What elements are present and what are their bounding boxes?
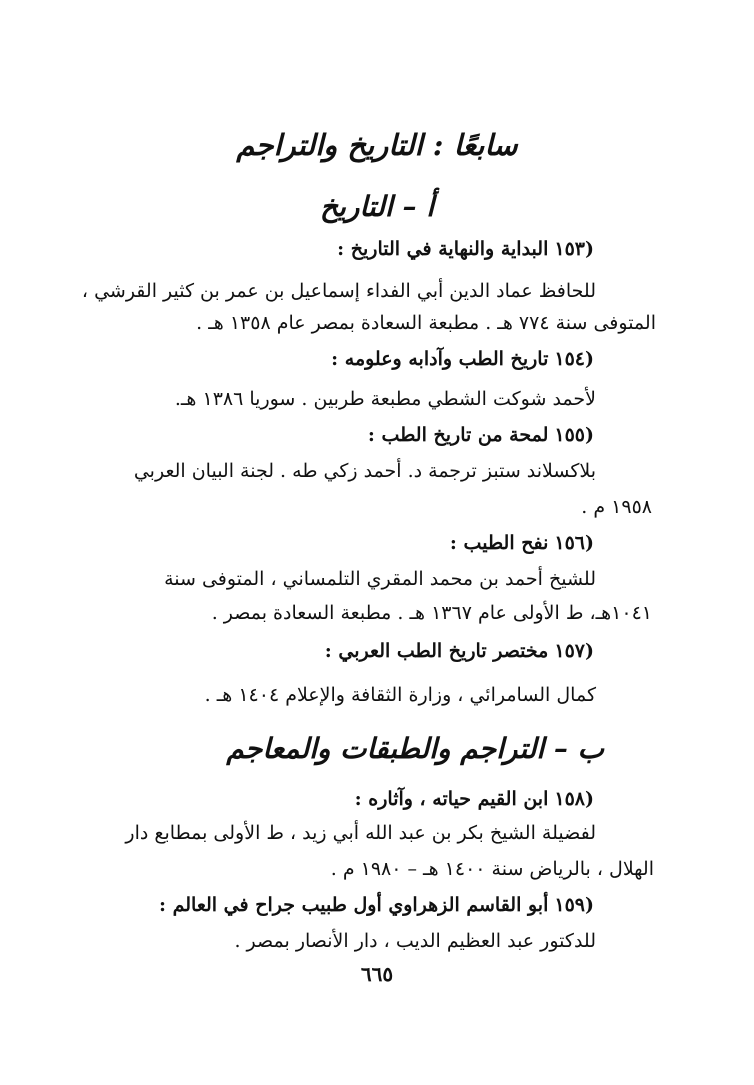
entry-line: بلاكسلاند ستبز ترجمة د. أحمد زكي طه . لجنة البيان العربي xyxy=(133,460,596,482)
entry-number: (١٥٦ xyxy=(554,532,594,554)
entry-line: كمال السامرائي ، وزارة الثقافة والإعلام ١٤٠٤ هـ . xyxy=(204,684,596,706)
entry-title xyxy=(355,788,594,810)
subsection-heading-biographies: ب – التراجم والطبقات والمعاجم xyxy=(226,732,604,765)
entry-line: للحافظ عماد الدين أبي الفداء إسماعيل بن عمر بن كثير القرشي ، xyxy=(81,280,596,302)
entry-number: (١٥٤ xyxy=(554,348,594,370)
entry-line: الهلال ، بالرياض سنة ١٤٠٠ هـ – ١٩٨٠ م . xyxy=(330,858,654,880)
entry-title xyxy=(331,348,594,370)
entry-number: (١٥٩ xyxy=(554,894,594,916)
entry-title xyxy=(159,894,594,916)
entry-title-text: ابن القيم حياته ، وآثاره : xyxy=(354,788,549,810)
section-heading: سابعًا : التاريخ والتراجم xyxy=(236,128,518,162)
entry-line: لفضيلة الشيخ بكر بن عبد الله أبي زيد ، ط الأولى بمطابع دار xyxy=(125,822,596,844)
entry-title xyxy=(368,424,594,446)
page-number: ٦٦٥ xyxy=(360,962,394,986)
entry-number: (١٥٧ xyxy=(554,640,594,662)
entry-line: ١٠٤١هـ، ط الأولى عام ١٣٦٧ هـ . مطبعة السعادة بمصر . xyxy=(211,602,652,624)
entry-number: (١٥٣ xyxy=(554,238,594,260)
entry-title xyxy=(450,532,594,554)
entry-title-text: تاريخ الطب وآدابه وعلومه : xyxy=(331,348,549,370)
entry-line: لأحمد شوكت الشطي مطبعة طربين . سوريا ١٣٨٦ هـ. xyxy=(174,388,596,410)
entry-title-text: أبو القاسم الزهراوي أول طبيب جراح في العالم : xyxy=(158,894,549,916)
entry-title xyxy=(337,238,594,260)
entry-line: ١٩٥٨ م . xyxy=(581,496,652,518)
entry-number: (١٥٨ xyxy=(554,788,594,810)
entry-title xyxy=(325,640,594,662)
subsection-heading-history: أ – التاريخ xyxy=(320,190,434,223)
entry-number: (١٥٥ xyxy=(554,424,594,446)
entry-line: للدكتور عبد العظيم الديب ، دار الأنصار بمصر . xyxy=(234,930,596,952)
entry-title-text: نفح الطيب : xyxy=(449,532,549,554)
entry-title-text: لمحة من تاريخ الطب : xyxy=(367,424,549,446)
entry-line: المتوفى سنة ٧٧٤ هـ . مطبعة السعادة بمصر عام ١٣٥٨ هـ . xyxy=(196,312,656,334)
entry-line: للشيخ أحمد بن محمد المقري التلمساني ، المتوفى سنة xyxy=(164,568,596,590)
entry-title-text: البداية والنهاية في التاريخ : xyxy=(337,238,549,260)
entry-title-text: مختصر تاريخ الطب العربي : xyxy=(324,640,549,662)
